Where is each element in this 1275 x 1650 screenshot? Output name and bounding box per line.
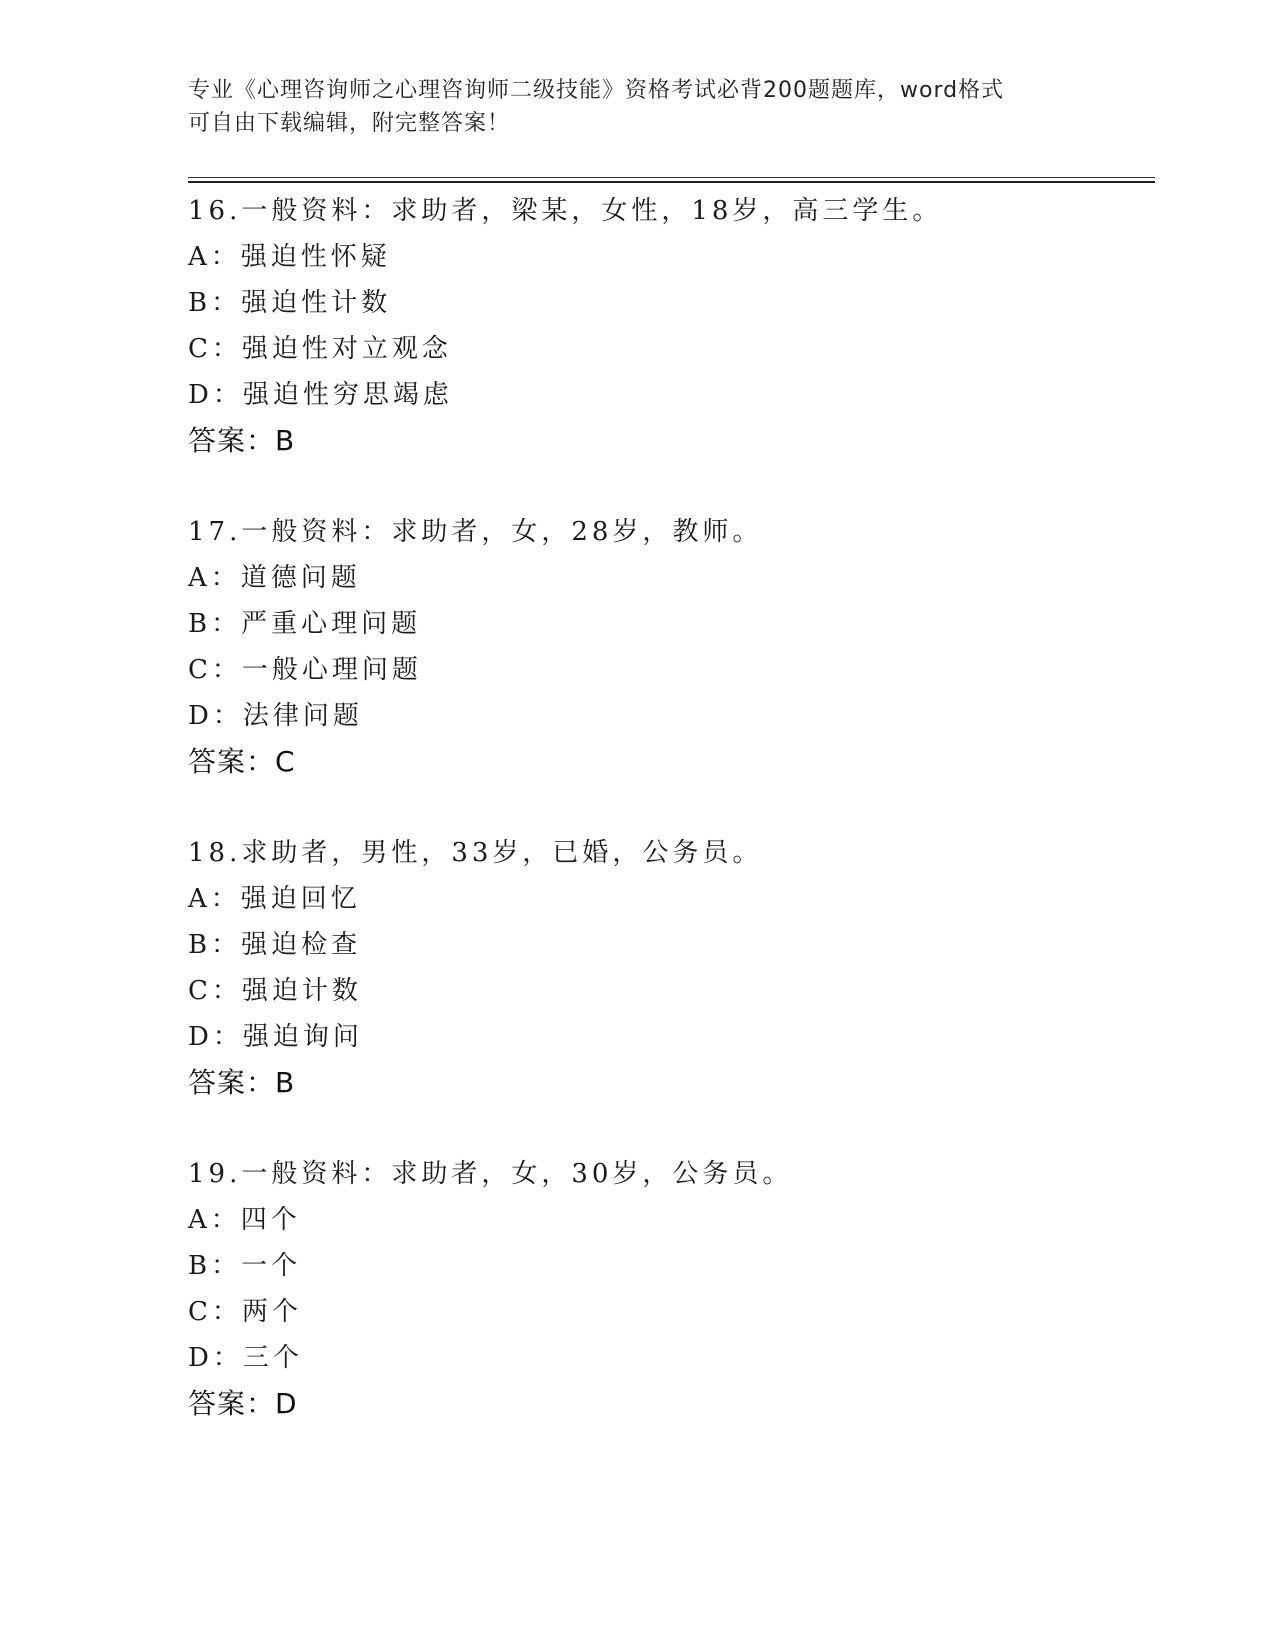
option-b: B：严重心理问题 [188, 609, 422, 639]
option-c: C：强迫计数 [188, 976, 362, 1006]
option-b: B：强迫检查 [188, 930, 362, 960]
question-stem: 16.一般资料：求助者，梁某，女性，18岁，高三学生。 [188, 196, 943, 226]
question-stem: 19.一般资料：求助者，女，30岁，公务员。 [188, 1159, 793, 1189]
question-stem: 17.一般资料：求助者，女，28岁，教师。 [188, 517, 763, 547]
question-list [188, 188, 1148, 1427]
option-a: A：道德问题 [188, 563, 361, 593]
answer-label: 答案：B [188, 1066, 296, 1099]
option-a: A：强迫回忆 [188, 884, 361, 914]
question-19 [188, 1151, 1148, 1427]
header-line-1: 专业《心理咨询师之心理咨询师二级技能》资格考试必背200题题库，word格式 [188, 78, 1005, 103]
option-c: C：两个 [188, 1297, 302, 1327]
option-d: D：强迫性穷思竭虑 [188, 380, 453, 410]
question-gap [188, 1106, 1148, 1151]
option-c: C：一般心理问题 [188, 655, 422, 685]
option-a: A：强迫性怀疑 [188, 242, 391, 272]
option-b: B：强迫性计数 [188, 288, 392, 318]
option-d: D：法律问题 [188, 701, 363, 731]
option-a: A：四个 [188, 1205, 301, 1235]
answer-label: 答案：C [188, 745, 296, 778]
question-gap [188, 785, 1148, 830]
option-d: D：三个 [188, 1343, 303, 1373]
option-c: C：强迫性对立观念 [188, 334, 452, 364]
document-header [188, 74, 1088, 140]
question-17 [188, 509, 1148, 785]
question-stem: 18.求助者，男性，33岁，已婚，公务员。 [188, 838, 763, 868]
answer-label: 答案：D [188, 1387, 298, 1420]
question-16 [188, 188, 1148, 464]
question-gap [188, 464, 1148, 509]
question-18 [188, 830, 1148, 1106]
answer-label: 答案：B [188, 424, 296, 457]
header-divider-thin [188, 177, 1155, 178]
option-b: B：一个 [188, 1251, 302, 1281]
option-d: D：强迫询问 [188, 1022, 363, 1052]
header-line-2: 可自由下载编辑，附完整答案！ [188, 111, 511, 136]
header-divider-thick [188, 181, 1155, 183]
